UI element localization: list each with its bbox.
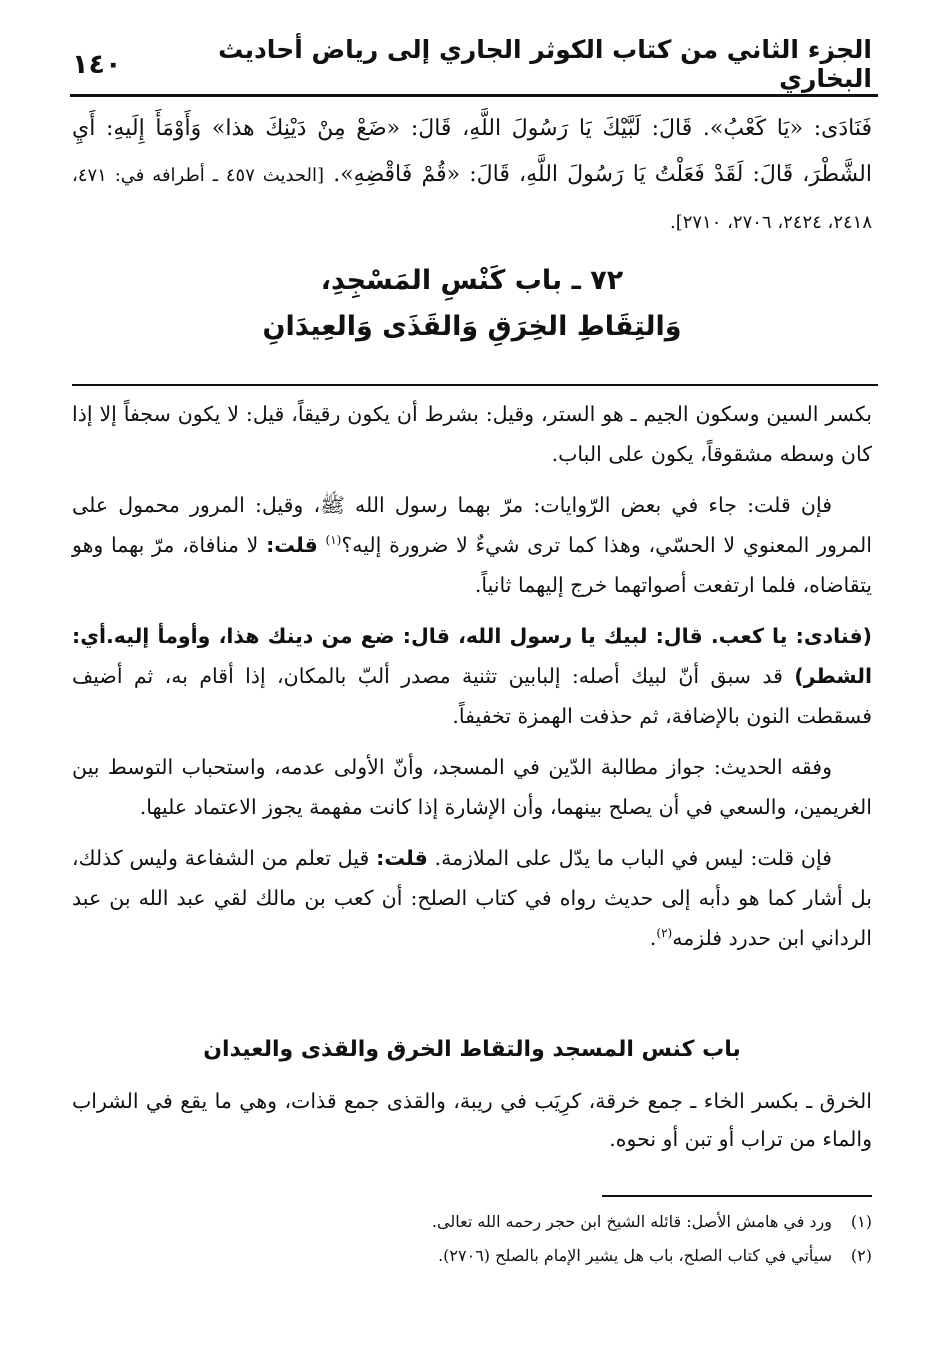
hadith-references: [الحديث ٤٥٧ ـ أطرافه في: ٤٧١، ٢٤١٨، ٢٤٢٤، ٢٧٠٦، ٢٧١٠]. [72, 165, 872, 233]
subsection-text [72, 1082, 872, 1158]
footnote-number: (٢) [850, 1246, 872, 1265]
paragraph-text: الخرق ـ بكسر الخاء ـ جمع خرقة، كرِيَب في ريبة، والقذى جمع قذات، وهي ما يقع في الشراب والماء من تراب أو تبن أو نحوه. [72, 1089, 872, 1151]
header-rule [70, 94, 878, 97]
hadith-body: فَنَادَى: «يَا كَعْبُ». قَالَ: لَبَّيْكَ يَا رَسُولَ اللَّهِ، قَالَ: «ضَعْ مِنْ دَيْنِكَ هذا» وَأَوْمَأَ إِلَيهِ: أَيِ الشَّطْرَ، قَالَ: لَقَدْ فَعَلْتُ يَا رَسُولَ اللَّهِ، قَالَ: «قُمْ فَاقْضِهِ». [72, 116, 872, 187]
footnote-rule [602, 1195, 872, 1197]
footnote-text: ورد في هامش الأصل: قائله الشيخ ابن حجر رحمه الله تعالى. [431, 1212, 832, 1231]
paragraph-text: قيل تعلم من الشفاعة وليس كذلك، بل أشار كما هو دأبه إلى حديث رواه في كتاب الصلح: أن كعب بن مالك لقي عبد الله بن عبد الرداني ابن حدرد فلزمه [72, 846, 872, 950]
paragraph-text: بكسر السين وسكون الجيم ـ هو الستر، وقيل: بشرط أن يكون رقيقاً، قيل: لا يكون سجفاً إلا إذا كان وسطه مشقوقاً، يكون على الباب. [72, 402, 872, 466]
commentary-paragraph [72, 485, 872, 605]
footnote-ref-2: (٢) [656, 926, 673, 941]
commentary [72, 394, 872, 969]
commentary-paragraph [72, 838, 872, 958]
qultu-label: قلت: [376, 846, 428, 870]
section-rule [72, 384, 878, 386]
paragraph-text: لا منافاة، مرّ بهما وهو يتقاضاه، فلما ارتفعت أصواتهما خرج إليهما ثانياً. [72, 533, 872, 597]
footnote-ref-1: (١) [325, 533, 342, 548]
paragraph-text: فإن قلت: ليس في الباب ما يدّل على الملازمة. [434, 846, 832, 870]
paragraph-text: فإن قلت: جاء في بعض الرّوايات: مرّ بهما رسول الله ﷺ، وقيل: المرور محمول على المرور المعنوي لا الحسّي، وهذا كما ترى شيءٌ لا ضرورة إليه؟ [72, 493, 872, 557]
running-header [72, 36, 872, 92]
chapter-title-line-2: وَالتِقَاطِ الخِرَقِ وَالقَذَى وَالعِيدَانِ [262, 311, 682, 342]
quoted-matn: (فنادى: يا كعب. قال: لبيك يا رسول الله، قال: ضع من دينك هذا، وأومأ إليه.أي: الشطر) [72, 624, 872, 688]
footnote-text: سيأتي في كتاب الصلح، باب هل يشير الإمام بالصلح (٢٧٠٦). [438, 1246, 832, 1265]
footnote-number: (١) [850, 1212, 872, 1231]
paragraph-text: وفقه الحديث: جواز مطالبة الدّين في المسجد، وأنّ الأولى عدمه، واستحباب التوسط بين الغريمين، والسعي في أن يصلح بينهما، وأن الإشارة إذا كانت مفهمة يجوز الاعتماد عليها. [72, 755, 872, 819]
subsection-heading: باب كنس المسجد والتقاط الخرق والقذى والعيدان [203, 1037, 741, 1062]
paragraph-text: قد سبق أنّ لبيك أصله: إلبابين تثنية مصدر ألبّ بالمكان، إذا أقام به، ثم أضيف فسقطت النون بالإضافة، ثم حذفت الهمزة تخفيفاً. [72, 664, 872, 728]
paragraph-end: . [649, 926, 657, 950]
page-number: ١٤٠ [72, 48, 122, 80]
commentary-paragraph [72, 394, 872, 474]
qultu-label: قلت: [266, 533, 318, 557]
header-title: الجزء الثاني من كتاب الكوثر الجاري إلى رياض أحاديث البخاري [218, 35, 872, 93]
footnotes [72, 1205, 872, 1273]
chapter-title [72, 258, 872, 350]
hadith-text [72, 106, 872, 246]
footnote-item [72, 1239, 872, 1273]
chapter-title-line-1: ٧٢ ـ باب كَنْسِ المَسْجِدِ، [320, 265, 624, 296]
commentary-paragraph [72, 747, 872, 827]
commentary-paragraph [72, 616, 872, 736]
footnote-item [72, 1205, 872, 1239]
